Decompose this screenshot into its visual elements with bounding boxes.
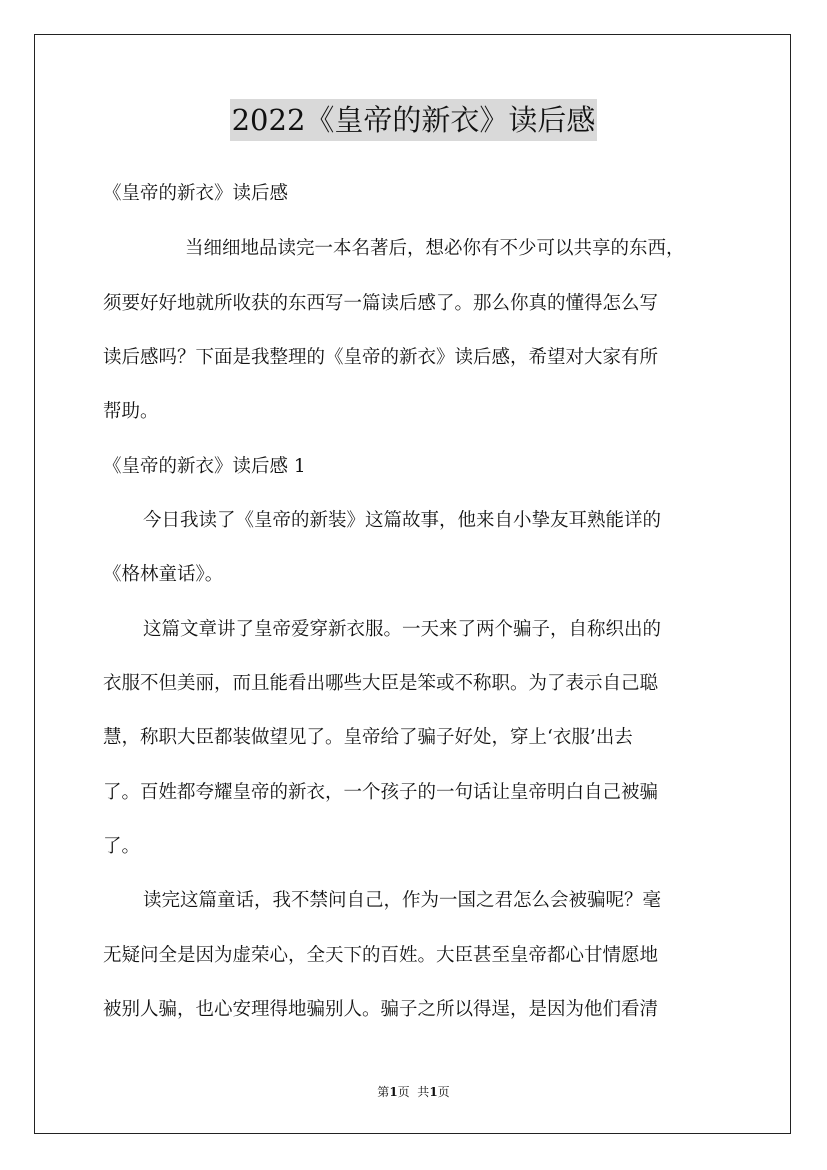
paragraph-line: 无疑问全是因为虚荣心，全天下的百姓。大臣甚至皇帝都心甘情愿地 xyxy=(103,945,659,966)
footer-suffix: 页 xyxy=(437,1085,450,1099)
paragraph-line: 须要好好地就所收获的东西写一篇读后感了。那么你真的懂得怎么写 xyxy=(103,293,659,314)
paragraph-line: 《格林童话》。 xyxy=(103,564,224,585)
paragraph-line: 读后感吗？下面是我整理的《皇帝的新衣》读后感，希望对大家有所 xyxy=(103,347,659,368)
footer-prefix: 第 xyxy=(377,1085,390,1099)
paragraph-line: 慧，称职大臣都装做望见了。皇帝给了骗子好处，穿上‘衣服’出去 xyxy=(103,727,633,748)
footer-page-number: 1 xyxy=(389,1085,398,1099)
paragraph-line: 读完这篇童话，我不禁问自己，作为一国之君怎么会被骗呢？毫 xyxy=(143,890,662,911)
paragraph-line: 今日我读了《皇帝的新装》这篇故事，他来自小挚友耳熟能详的 xyxy=(143,510,662,531)
footer-mid: 页 共 xyxy=(397,1085,430,1099)
subtitle-line: 《皇帝的新衣》读后感 xyxy=(103,183,289,204)
page-footer xyxy=(0,1083,827,1101)
document-title: 2022《皇帝的新衣》读后感 xyxy=(230,99,598,141)
paragraph-line: 帮助。 xyxy=(103,401,159,422)
document-title-container xyxy=(0,99,827,141)
footer-total-pages: 1 xyxy=(429,1085,438,1099)
paragraph-line: 这篇文章讲了皇帝爱穿新衣服。一天来了两个骗子，自称织出的 xyxy=(143,619,662,640)
section-heading: 《皇帝的新衣》读后感 1 xyxy=(103,456,306,477)
paragraph-line: 被别人骗，也心安理得地骗别人。骗子之所以得逞，是因为他们看清 xyxy=(103,999,659,1020)
paragraph-line: 衣服不但美丽，而且能看出哪些大臣是笨或不称职。为了表示自己聪 xyxy=(103,673,659,694)
paragraph-line: 了。 xyxy=(103,836,141,857)
paragraph-line: 了。百姓都夸耀皇帝的新衣，一个孩子的一句话让皇帝明白自己被骗 xyxy=(103,782,659,803)
paragraph-line: 当细细地品读完一本名著后，想必你有不少可以共享的东西， xyxy=(185,238,685,259)
